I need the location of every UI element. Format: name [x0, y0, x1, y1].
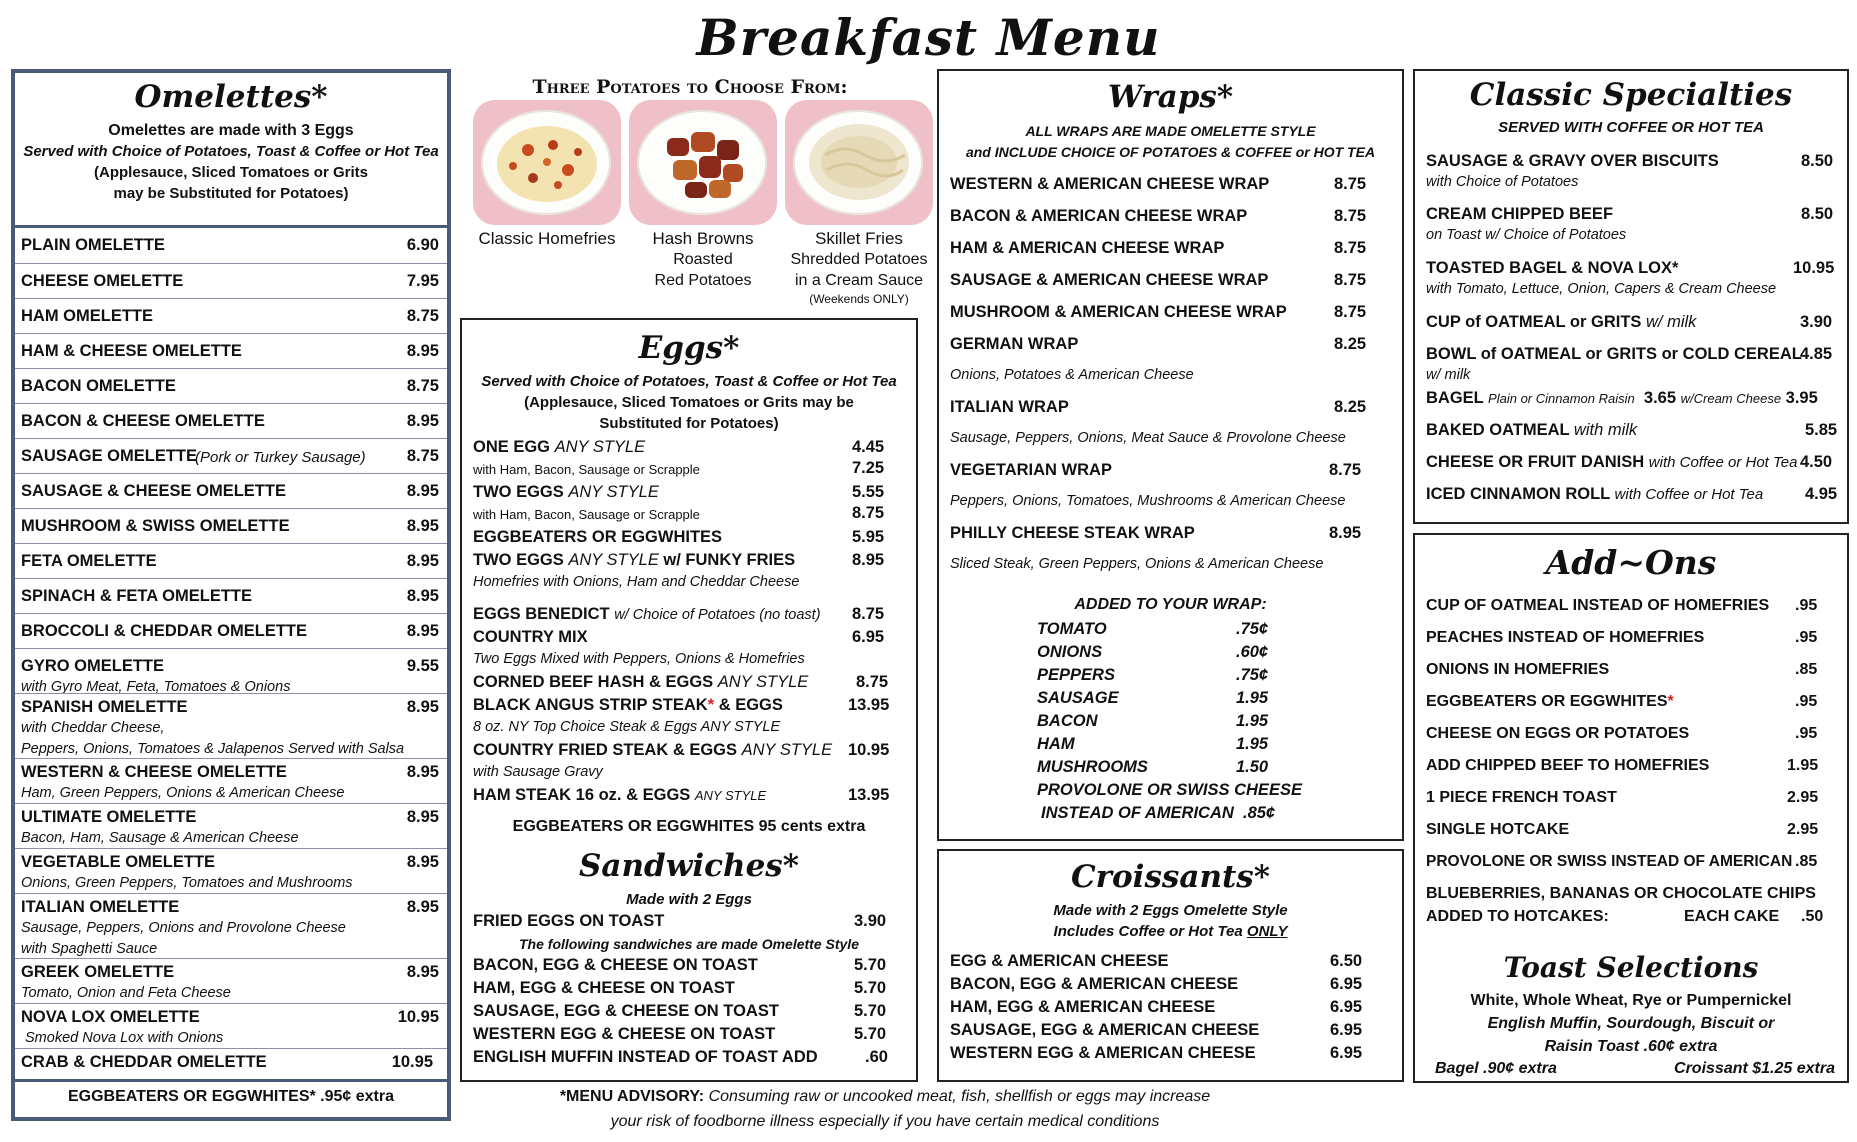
omelette-name: BACON & CHEESE OMELETTE: [21, 412, 265, 430]
croissants-heading: Croissants*: [1071, 859, 1270, 895]
omelette-row: [15, 848, 447, 891]
omelette-price: 8.95: [406, 622, 439, 640]
item-name: PROVOLONE OR SWISS INSTEAD OF AMERICAN: [1426, 853, 1793, 870]
item-price: 2.95: [1787, 821, 1819, 838]
potato-caption-1: [463, 228, 631, 249]
wraps-heading: Wraps*: [1107, 79, 1234, 115]
item-name: TWO EGGS ANY STYLE: [473, 483, 659, 501]
toast-line-3: Raisin Toast .60¢ extra: [1544, 1038, 1718, 1055]
item-price: .75¢: [1236, 620, 1269, 638]
item-name: COUNTRY MIX: [473, 628, 588, 646]
omelette-row: [15, 758, 447, 801]
omelette-name: HAM OMELETTE: [21, 307, 153, 325]
item-price: 5.70: [854, 1025, 887, 1043]
homefries-photo: [473, 100, 621, 225]
item-price: 5.70: [854, 979, 887, 997]
omelette-price: 8.95: [406, 963, 439, 981]
omelettes-intro-4: may be Substituted for Potatoes): [113, 185, 349, 202]
item-price: 5.70: [854, 956, 887, 974]
classic-heading: Classic Specialties: [1469, 77, 1793, 113]
hash-browns-photo: [629, 100, 777, 225]
omelette-desc: Onions, Green Peppers, Tomatoes and Mushrooms: [21, 875, 353, 891]
item-price: 8.75: [1334, 271, 1367, 289]
potato-caption-line: Skillet Fries: [815, 229, 903, 248]
item-price: 1.95: [1787, 757, 1819, 774]
item-name: BLUEBERRIES, BANANAS OR CHOCOLATE CHIPS: [1426, 885, 1816, 902]
item-price: 8.25: [1334, 335, 1367, 353]
omelette-price: 8.95: [406, 853, 439, 871]
item-name: VEGETARIAN WRAP: [950, 461, 1112, 479]
item-name: HAM: [1037, 735, 1075, 753]
item-price: .95: [1795, 725, 1818, 742]
item-name: HAM, EGG & AMERICAN CHEESE: [950, 998, 1216, 1016]
omelette-price: 8.95: [406, 763, 439, 781]
omelette-price: 8.95: [406, 698, 439, 716]
item-name: HAM STEAK 16 oz. & EGGS ANY STYLE: [473, 786, 767, 804]
omelette-price: 8.95: [406, 587, 439, 605]
item-desc: Homefries with Onions, Ham and Cheddar Cheese: [473, 574, 800, 590]
item-price: 1.95: [1236, 689, 1269, 707]
item-name: BACON, EGG & AMERICAN CHEESE: [950, 975, 1239, 993]
omelette-row: [15, 648, 447, 695]
item-price: 8.75: [1334, 207, 1367, 225]
item-name: SAUSAGE, EGG & AMERICAN CHEESE: [950, 1021, 1260, 1039]
item-price: .50: [1801, 908, 1824, 925]
eggs-sandwiches-section: [460, 318, 918, 1082]
item-price: 8.25: [1334, 398, 1367, 416]
item-name: COUNTRY FRIED STEAK & EGGS ANY STYLE: [473, 741, 833, 759]
toast-bagel: Bagel .90¢ extra: [1435, 1060, 1557, 1077]
item-price: 4.50: [1800, 453, 1833, 471]
item-price: 4.85: [1800, 345, 1833, 363]
potato-caption-line: Shredded Potatoes: [790, 251, 928, 268]
sandwiches-note: The following sandwiches are made Omelette Style: [519, 936, 859, 952]
item-price: 13.95: [848, 696, 890, 714]
item-price: .85: [1795, 661, 1818, 678]
skillet-fries-food-icon: [785, 100, 933, 225]
item-price: 3.90: [1800, 313, 1833, 331]
hash-browns-food-icon: [629, 100, 777, 225]
item-price: 1.95: [1236, 712, 1269, 730]
omelette-name: SPINACH & FETA OMELETTE: [21, 587, 252, 605]
omelette-name: BACON OMELETTE: [21, 377, 176, 395]
item-price: 8.95: [852, 551, 885, 569]
item-price: 8.75: [852, 605, 885, 623]
item-price: 8.75: [1334, 175, 1367, 193]
omelette-row: [15, 473, 447, 500]
item-price: 10.95: [848, 741, 890, 759]
omelette-name: PLAIN OMELETTE: [21, 236, 165, 254]
omelette-row: [15, 578, 447, 605]
item-name: EGGS BENEDICT w/ Choice of Potatoes (no toast): [473, 605, 821, 623]
wrap-added-heading: ADDED TO YOUR WRAP:: [1074, 596, 1267, 613]
omelette-price: 8.75: [406, 447, 439, 465]
item-price: 6.95: [852, 628, 885, 646]
item-desc: Sliced Steak, Green Peppers, Onions & American Cheese: [950, 556, 1324, 572]
omelette-name: GREEK OMELETTE: [21, 963, 175, 981]
omelettes-footer: EGGBEATERS OR EGGWHITES* .95¢ extra: [67, 1088, 394, 1105]
omelette-price: 8.75: [406, 377, 439, 395]
omelette-price: 6.90: [406, 236, 439, 254]
item-name: SINGLE HOTCAKE: [1426, 821, 1570, 838]
item-desc: Onions, Potatoes & American Cheese: [950, 367, 1194, 383]
wraps-sub-2: and INCLUDE CHOICE OF POTATOES & COFFEE or HOT TEA: [965, 144, 1376, 160]
omelette-price: 8.95: [406, 412, 439, 430]
omelette-row: [15, 958, 447, 1001]
item-name: TOMATO: [1037, 620, 1107, 638]
omelette-row: [15, 803, 447, 846]
menu-advisory: [455, 1084, 1315, 1134]
item-price: .60¢: [1236, 643, 1269, 661]
item-name: MUSHROOM & AMERICAN CHEESE WRAP: [950, 303, 1287, 321]
item-name: CHEESE ON EGGS OR POTATOES: [1426, 725, 1690, 742]
item-desc: Two Eggs Mixed with Peppers, Onions & Homefries: [473, 651, 805, 667]
item-price: .75¢: [1236, 666, 1269, 684]
omelette-row: [15, 508, 447, 535]
omelette-price: 8.95: [406, 482, 439, 500]
item-name: EGG & AMERICAN CHEESE: [950, 952, 1169, 970]
omelette-row: [15, 1048, 447, 1071]
toast-croissant: Croissant $1.25 extra: [1674, 1060, 1835, 1077]
homefries-food-icon: [473, 100, 621, 225]
omelette-name: ITALIAN OMELETTE: [21, 898, 180, 916]
item-name: 1 PIECE FRENCH TOAST: [1426, 789, 1617, 806]
omelette-price: 7.95: [406, 272, 439, 290]
omelette-price: 8.95: [406, 342, 439, 360]
croissants-sub-1: Made with 2 Eggs Omelette Style: [1053, 902, 1288, 919]
item-price: 6.95: [1330, 1044, 1363, 1062]
potato-caption-2: [629, 228, 777, 291]
item-name: FRIED EGGS ON TOAST: [473, 912, 665, 930]
item-price: 8.75: [852, 504, 885, 522]
item-name: EGGBEATERS OR EGGWHITES: [473, 528, 723, 546]
omelette-name: NOVA LOX OMELETTE: [21, 1008, 200, 1026]
omelette-desc: Tomato, Onion and Feta Cheese: [21, 985, 231, 1001]
potato-caption-line: in a Cream Sauce: [794, 272, 924, 289]
item-name: CUP OF OATMEAL INSTEAD OF HOMEFRIES: [1426, 597, 1770, 614]
item-price: .95: [1795, 693, 1818, 710]
item-price: 13.95: [848, 786, 890, 804]
sandwiches-heading: Sandwiches*: [579, 848, 799, 884]
menu-title: Breakfast Menu: [696, 8, 1161, 67]
classic-sub: SERVED WITH COFFEE OR HOT TEA: [1498, 119, 1764, 136]
item-desc: Sausage, Peppers, Onions, Meat Sauce & Provolone Cheese: [950, 430, 1346, 446]
omelette-row: [15, 403, 447, 430]
item-price: 4.95: [1805, 485, 1838, 503]
item-desc: with Ham, Bacon, Sausage or Scrapple: [473, 507, 700, 522]
item-price: 5.85: [1805, 421, 1838, 439]
item-price: 2.95: [1787, 789, 1819, 806]
eggs-intro-2: (Applesauce, Sliced Tomatoes or Grits may be: [524, 394, 854, 411]
omelette-note: (Pork or Turkey Sausage): [195, 449, 366, 466]
omelette-price: 10.95: [397, 1008, 439, 1026]
eggs-intro-3: Substituted for Potatoes): [599, 415, 779, 432]
item-price: 8.75: [1329, 461, 1362, 479]
item-name: WESTERN & AMERICAN CHEESE WRAP: [950, 175, 1270, 193]
item-desc: with Tomato, Lettuce, Onion, Capers & Cream Cheese: [1426, 281, 1777, 297]
omelette-name: HAM & CHEESE OMELETTE: [21, 342, 242, 360]
item-price: 7.25: [852, 459, 885, 477]
omelette-name: CRAB & CHEDDAR OMELETTE: [21, 1053, 267, 1071]
item-name: SAUSAGE & AMERICAN CHEESE WRAP: [950, 271, 1269, 289]
croissants-section: [937, 849, 1404, 1082]
item-price: .60: [865, 1048, 888, 1066]
item-name: TOASTED BAGEL & NOVA LOX*: [1426, 259, 1679, 277]
item-name: WESTERN EGG & AMERICAN CHEESE: [950, 1044, 1256, 1062]
item-desc: on Toast w/ Choice of Potatoes: [1426, 227, 1627, 243]
wraps-sub-1: ALL WRAPS ARE MADE OMELETTE STYLE: [1025, 123, 1316, 139]
omelette-row: [15, 438, 447, 466]
item-desc: with Ham, Bacon, Sausage or Scrapple: [473, 462, 700, 477]
omelette-desc: Sausage, Peppers, Onions and Provolone Cheese: [21, 920, 346, 936]
item-name: SAUSAGE, EGG & CHEESE ON TOAST: [473, 1002, 779, 1020]
item-name: ONIONS IN HOMEFRIES: [1426, 661, 1610, 678]
item-name: BACON, EGG & CHEESE ON TOAST: [473, 956, 758, 974]
item-name: CREAM CHIPPED BEEF: [1426, 205, 1614, 223]
potato-caption-line: Roasted: [673, 251, 733, 268]
omelette-desc: with Spaghetti Sauce: [21, 941, 158, 957]
omelette-desc: Ham, Green Peppers, Onions & American Cheese: [21, 785, 345, 801]
omelette-name: VEGETABLE OMELETTE: [21, 853, 216, 871]
classic-section: [1413, 69, 1849, 524]
omelette-row: [15, 1003, 447, 1046]
wraps-section: [937, 69, 1404, 841]
skillet-fries-photo: [785, 100, 933, 225]
omelettes-heading: Omelettes*: [134, 79, 328, 115]
omelette-row: [15, 368, 447, 395]
omelette-row: [15, 693, 447, 757]
omelette-name: ULTIMATE OMELETTE: [21, 808, 197, 826]
item-price: 1.95: [1236, 735, 1269, 753]
item-name: HAM, EGG & CHEESE ON TOAST: [473, 979, 735, 997]
omelette-name: SAUSAGE OMELETTE: [21, 447, 198, 465]
item-desc: with Choice of Potatoes: [1426, 174, 1579, 190]
item-price: 8.95: [1329, 524, 1362, 542]
item-name: SAUSAGE: [1037, 689, 1119, 707]
item-desc: 8 oz. NY Top Choice Steak & Eggs ANY STYLE: [473, 719, 781, 735]
item-price: 4.45: [852, 438, 885, 456]
omelette-name: CHEESE OMELETTE: [21, 272, 184, 290]
item-price: 8.75: [856, 673, 889, 691]
item-name: CHEESE OR FRUIT DANISH with Coffee or Hot Tea: [1426, 453, 1798, 471]
omelette-price: 8.95: [406, 552, 439, 570]
item-price: 1.50: [1236, 758, 1269, 776]
potato-caption-3: [770, 228, 948, 307]
toast-line-1: White, Whole Wheat, Rye or Pumpernickel: [1470, 992, 1792, 1009]
item-name: ENGLISH MUFFIN INSTEAD OF TOAST ADD: [473, 1048, 818, 1066]
omelette-price: 10.95: [391, 1053, 433, 1071]
item-name: INSTEAD OF AMERICAN .85¢: [1041, 804, 1276, 822]
omelette-row: [15, 298, 447, 325]
sandwiches-sub: Made with 2 Eggs: [626, 891, 752, 908]
item-name: BOWL of OATMEAL or GRITS or COLD CEREAL: [1426, 345, 1802, 363]
omelettes-section: [11, 69, 451, 1121]
omelette-name: SPANISH OMELETTE: [21, 698, 188, 716]
omelette-desc: Peppers, Onions, Tomatoes & Jalapenos Served with Salsa: [21, 741, 405, 757]
omelette-name: SAUSAGE & CHEESE OMELETTE: [21, 482, 286, 500]
eggs-heading: Eggs*: [638, 330, 740, 366]
eggs-footer: EGGBEATERS OR EGGWHITES 95 cents extra: [512, 818, 866, 835]
item-name: MUSHROOMS: [1037, 758, 1148, 776]
item-name: BAKED OATMEAL with milk: [1426, 421, 1638, 439]
advisory-line-1: *MENU ADVISORY: Consuming raw or uncooked meat, fish, shellfish or eggs may increase: [559, 1088, 1211, 1105]
item-desc: Peppers, Onions, Tomatoes, Mushrooms & American Cheese: [950, 493, 1346, 509]
item-name: GERMAN WRAP: [950, 335, 1079, 353]
item-name: WESTERN EGG & CHEESE ON TOAST: [473, 1025, 776, 1043]
item-name: SAUSAGE & GRAVY OVER BISCUITS: [1426, 152, 1719, 170]
omelette-row: [15, 263, 447, 290]
item-name: ICED CINNAMON ROLL with Coffee or Hot Tea: [1426, 485, 1764, 503]
omelette-name: GYRO OMELETTE: [21, 657, 165, 675]
omelette-row: [15, 613, 447, 640]
item-price: 5.95: [852, 528, 885, 546]
item-price: 5.55: [852, 483, 885, 501]
item-price: 8.50: [1801, 205, 1834, 223]
item-name: EGGBEATERS OR EGGWHITES*: [1426, 693, 1674, 710]
item-price: 6.50: [1330, 952, 1363, 970]
item-price: .95: [1795, 597, 1818, 614]
potato-caption-line: Red Potatoes: [654, 272, 752, 289]
omelette-price: 8.95: [406, 808, 439, 826]
omelette-name: MUSHROOM & SWISS OMELETTE: [21, 517, 290, 535]
omelette-row: [15, 333, 447, 360]
item-name: PEACHES INSTEAD OF HOMEFRIES: [1426, 629, 1705, 646]
item-price: 5.70: [854, 1002, 887, 1020]
item-name: PROVOLONE OR SWISS CHEESE: [1037, 781, 1302, 799]
item-price: .85: [1795, 853, 1818, 870]
item-price: 3.90: [854, 912, 887, 930]
item-price: 8.75: [1334, 303, 1367, 321]
item-name: EACH CAKE: [1684, 908, 1780, 925]
omelettes-footer-divider: [15, 1079, 447, 1082]
item-name: ONIONS: [1037, 643, 1103, 661]
toast-heading: Toast Selections: [1503, 951, 1759, 984]
omelette-desc: with Gyro Meat, Feta, Tomatoes & Onions: [21, 679, 291, 695]
item-price: 6.95: [1330, 998, 1363, 1016]
item-name: CUP of OATMEAL or GRITS w/ milk: [1426, 313, 1697, 331]
eggs-intro-1: Served with Choice of Potatoes, Toast & Coffee or Hot Tea: [481, 373, 897, 390]
potato-caption-line: Hash Browns: [652, 229, 754, 248]
omelette-row: [15, 543, 447, 570]
item-desc: w/ milk: [1426, 367, 1471, 383]
item-price: .95: [1795, 629, 1818, 646]
potato-caption-line: (Weekends ONLY): [809, 292, 909, 306]
item-desc: with Sausage Gravy: [473, 764, 603, 780]
item-name: HAM & AMERICAN CHEESE WRAP: [950, 239, 1225, 257]
item-name: ITALIAN WRAP: [950, 398, 1069, 416]
potatoes-heading: Three Potatoes to Choose From:: [532, 76, 848, 98]
item-name: BLACK ANGUS STRIP STEAK* & EGGS: [473, 696, 783, 714]
omelette-name: FETA OMELETTE: [21, 552, 157, 570]
omelette-desc: with Cheddar Cheese,: [21, 720, 165, 736]
item-name: ADDED TO HOTCAKES:: [1426, 908, 1609, 925]
item-name: ADD CHIPPED BEEF TO HOMEFRIES: [1426, 757, 1710, 774]
item-name: BACON & AMERICAN CHEESE WRAP: [950, 207, 1248, 225]
item-name: CORNED BEEF HASH & EGGS ANY STYLE: [473, 673, 809, 691]
omelette-price: 8.95: [406, 517, 439, 535]
item-price: 10.95: [1793, 259, 1835, 277]
omelette-desc: Bacon, Ham, Sausage & American Cheese: [21, 830, 299, 846]
omelette-price: 9.55: [406, 657, 439, 675]
item-name: TWO EGGS ANY STYLE w/ FUNKY FRIES: [473, 551, 796, 569]
omelettes-intro-1: Omelettes are made with 3 Eggs: [108, 122, 354, 139]
omelette-name: BROCCOLI & CHEDDAR OMELETTE: [21, 622, 307, 640]
omelette-price: 8.75: [406, 307, 439, 325]
potato-caption-line: Classic Homefries: [478, 229, 616, 248]
addons-heading: Add~Ons: [1545, 543, 1717, 582]
addons-section: [1413, 533, 1849, 1083]
omelettes-intro-3: (Applesauce, Sliced Tomatoes or Grits: [94, 164, 368, 181]
omelette-name: WESTERN & CHEESE OMELETTE: [21, 763, 287, 781]
item-price: 8.75: [1334, 239, 1367, 257]
omelette-row: [15, 893, 447, 957]
omelette-desc: Smoked Nova Lox with Onions: [25, 1030, 224, 1046]
croissants-sub-2: Includes Coffee or Hot Tea ONLY: [1053, 923, 1288, 940]
omelettes-intro-2: Served with Choice of Potatoes, Toast & Coffee or Hot Tea: [23, 143, 439, 160]
item-price: 8.50: [1801, 152, 1834, 170]
item-name: BAGEL Plain or Cinnamon Raisin 3.65 w/Cream Cheese 3.95: [1426, 389, 1818, 407]
item-price: 6.95: [1330, 975, 1363, 993]
item-price: 6.95: [1330, 1021, 1363, 1039]
item-name: ONE EGG ANY STYLE: [473, 438, 646, 456]
toast-line-2: English Muffin, Sourdough, Biscuit or: [1487, 1015, 1775, 1032]
omelette-price: 8.95: [406, 898, 439, 916]
omelette-row: [15, 228, 447, 263]
item-name: BACON: [1037, 712, 1098, 730]
advisory-line-2: your risk of foodborne illness especially if you have certain medical conditions: [610, 1113, 1160, 1130]
item-name: PHILLY CHEESE STEAK WRAP: [950, 524, 1195, 542]
item-name: PEPPERS: [1037, 666, 1115, 684]
